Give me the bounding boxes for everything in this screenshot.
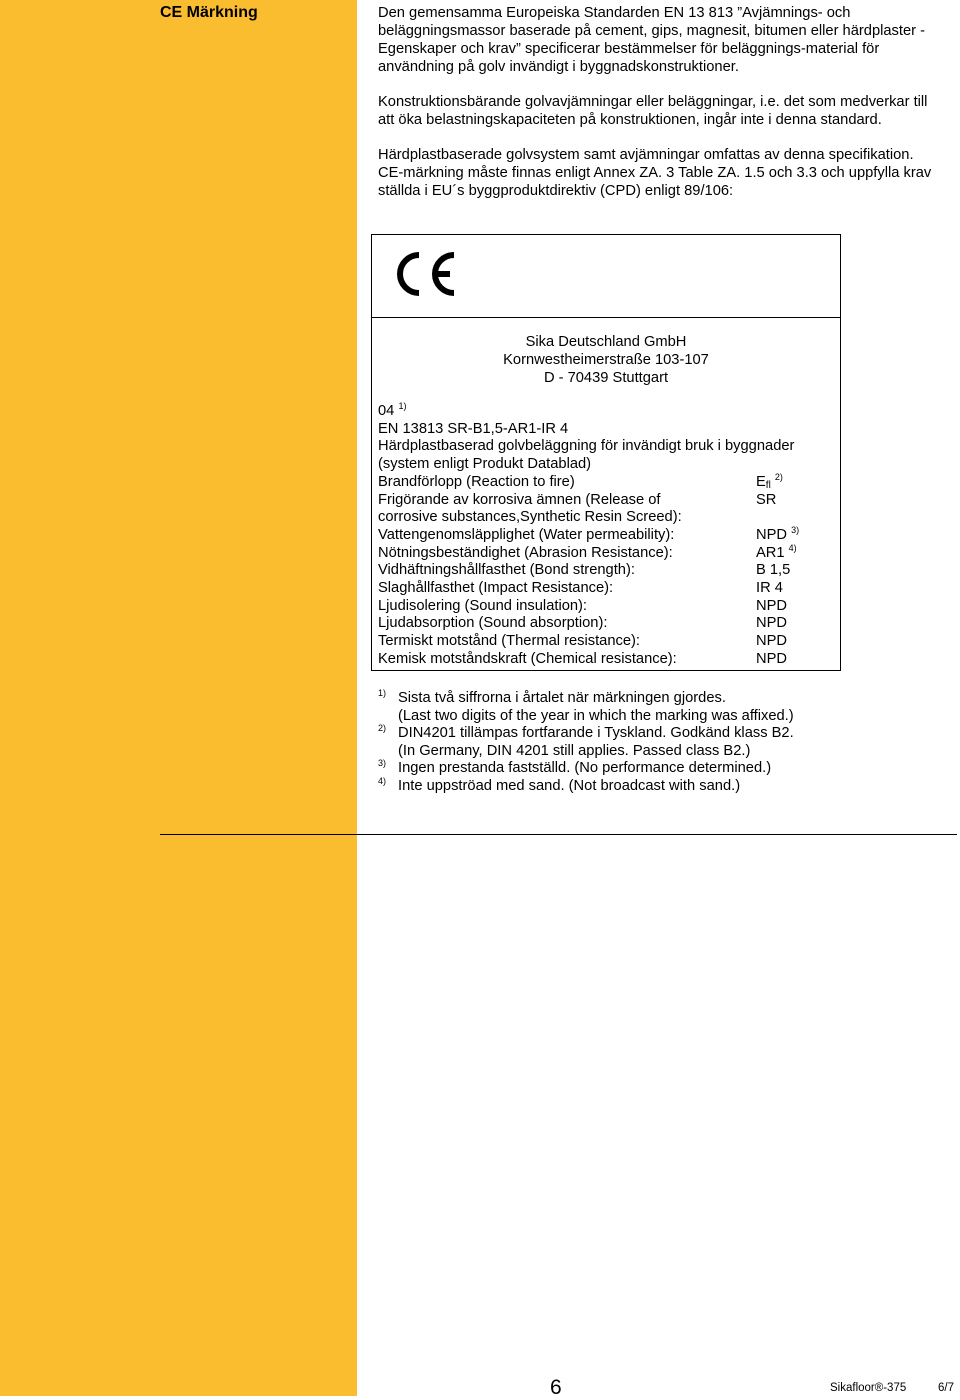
spec-row xyxy=(378,524,833,545)
footnote-text: Ingen prestanda fastställd. (No performance determined.) xyxy=(398,760,772,777)
spec-row xyxy=(378,633,833,651)
spec-row xyxy=(378,615,833,633)
spec-label: Vidhäftningshållfasthet (Bond strength): xyxy=(378,562,635,579)
spec-value: NPD xyxy=(756,597,788,614)
section-title: CE Märkning xyxy=(160,4,258,21)
footnote-text: (In Germany, DIN 4201 still applies. Passed class B2.) xyxy=(398,742,751,759)
paragraph-ce-requirement: Härdplastbaserade golvsystem samt avjämningar omfattas av denna specifikation. CE-märkning måste finnas enligt Annex ZA. 3 Table ZA. 1.5 och 3.3 och uppfylla krav ställda i EU´s byggproduktdirektiv (CPD) enligt 89/106: xyxy=(378,147,932,199)
spec-label: Frigörande av korrosiva ämnen (Release of xyxy=(378,491,661,508)
spec-value: $E_{fl}$ $^{2)}$ xyxy=(756,471,783,491)
footnote-mark: 3) xyxy=(378,758,387,769)
footnote-mark: 4) xyxy=(378,775,387,786)
spec-value: B 1,5 xyxy=(756,562,791,579)
spec-description: Härdplastbaserad golvbeläggning för invändigt bruk i byggnader xyxy=(378,438,795,455)
body-text xyxy=(378,4,938,217)
spec-row xyxy=(378,471,833,492)
footnote-mark: 1) xyxy=(378,688,387,698)
spec-row xyxy=(378,542,833,563)
footnote xyxy=(378,760,794,778)
page-number: 6 xyxy=(550,1376,562,1399)
spec-year: 04 $^{1)}$ xyxy=(378,401,407,419)
spec-value: IR 4 xyxy=(756,580,783,597)
footnote-text: Inte uppströad med sand. (Not broadcast with sand.) xyxy=(398,777,741,794)
spec-standard: EN 13813 SR-B1,5-AR1-IR 4 xyxy=(378,420,569,437)
spec-label: Ljudabsorption (Sound absorption): xyxy=(378,615,608,632)
company-city: D - 70439 Stuttgart xyxy=(543,370,669,386)
spec-row xyxy=(378,580,833,598)
sidebar-band xyxy=(0,0,357,1396)
spec-value: NPD xyxy=(756,615,788,632)
spec-label: Nötningsbeständighet (Abrasion Resistance): xyxy=(378,544,673,561)
spec-row xyxy=(378,598,833,616)
spec-value: SR xyxy=(756,491,777,508)
spec-value: NPD $^{3)}$ xyxy=(756,524,800,543)
company-name: Sika Deutschland GmbH xyxy=(525,334,687,350)
footnote-text: Sista två siffrorna i årtalet när märkningen gjordes. xyxy=(398,690,726,706)
spec-value: AR1 $^{4)}$ xyxy=(756,542,797,561)
spec-list xyxy=(378,403,833,669)
spec-label: Vattengenomsläpplighet (Water permeability): xyxy=(378,526,675,543)
ce-logo-area xyxy=(372,235,840,318)
spec-label: Brandförlopp (Reaction to fire) xyxy=(378,473,575,490)
spec-label: Ljudisolering (Sound insulation): xyxy=(378,597,588,614)
footer-product: Sikafloor®-375 xyxy=(830,1382,907,1394)
spec-value: NPD xyxy=(756,633,788,650)
paragraph-scope: Konstruktionsbärande golvavjämningar eller beläggningar, i.e. det som medverkar till att öka belastningskapaciteten på konstruktionen, ingår inte i denna standard. xyxy=(378,94,928,128)
spec-label: Termiskt motstånd (Thermal resistance): xyxy=(378,633,640,650)
spec-row xyxy=(378,562,833,580)
spec-value: NPD xyxy=(756,650,788,667)
footer-page-count: 6/7 xyxy=(938,1382,954,1394)
spec-label: Kemisk motståndskraft (Chemical resistance): xyxy=(378,650,677,667)
spec-row xyxy=(378,509,833,527)
company-street: Kornwestheimerstraße 103-107 xyxy=(503,352,709,368)
footnote xyxy=(378,725,794,760)
paragraph-standard: Den gemensamma Europeiska Standarden EN 13 813 ”Avjämnings- och beläggningsmassor baserade på cement, gips, magnesit, bitumen eller härdplaster - Egenskaper och krav” specificerar bestämmelser för beläggnings-material för användning på golv invändigt i byggnadskonstruktioner. xyxy=(378,5,926,75)
spec-label: Slaghållfasthet (Impact Resistance): xyxy=(378,580,614,597)
spec-description-system: (system enligt Produkt Datablad) xyxy=(378,456,592,473)
divider-line xyxy=(160,834,957,835)
manufacturer-address xyxy=(372,333,840,387)
ce-label-box xyxy=(371,234,841,671)
footnote-text: (Last two digits of the year in which the marking was affixed.) xyxy=(398,707,794,724)
ce-mark-icon xyxy=(388,249,458,299)
footnotes xyxy=(378,690,794,796)
spec-row xyxy=(378,651,833,669)
spec-row xyxy=(378,492,833,510)
footnote xyxy=(378,775,794,796)
spec-label: corrosive substances,Synthetic Resin Screed): xyxy=(378,509,682,526)
footnote xyxy=(378,690,794,725)
footnote-mark: 2) xyxy=(378,723,387,734)
footnote-text: DIN4201 tillämpas fortfarande i Tyskland. Godkänd klass B2. xyxy=(398,725,794,742)
